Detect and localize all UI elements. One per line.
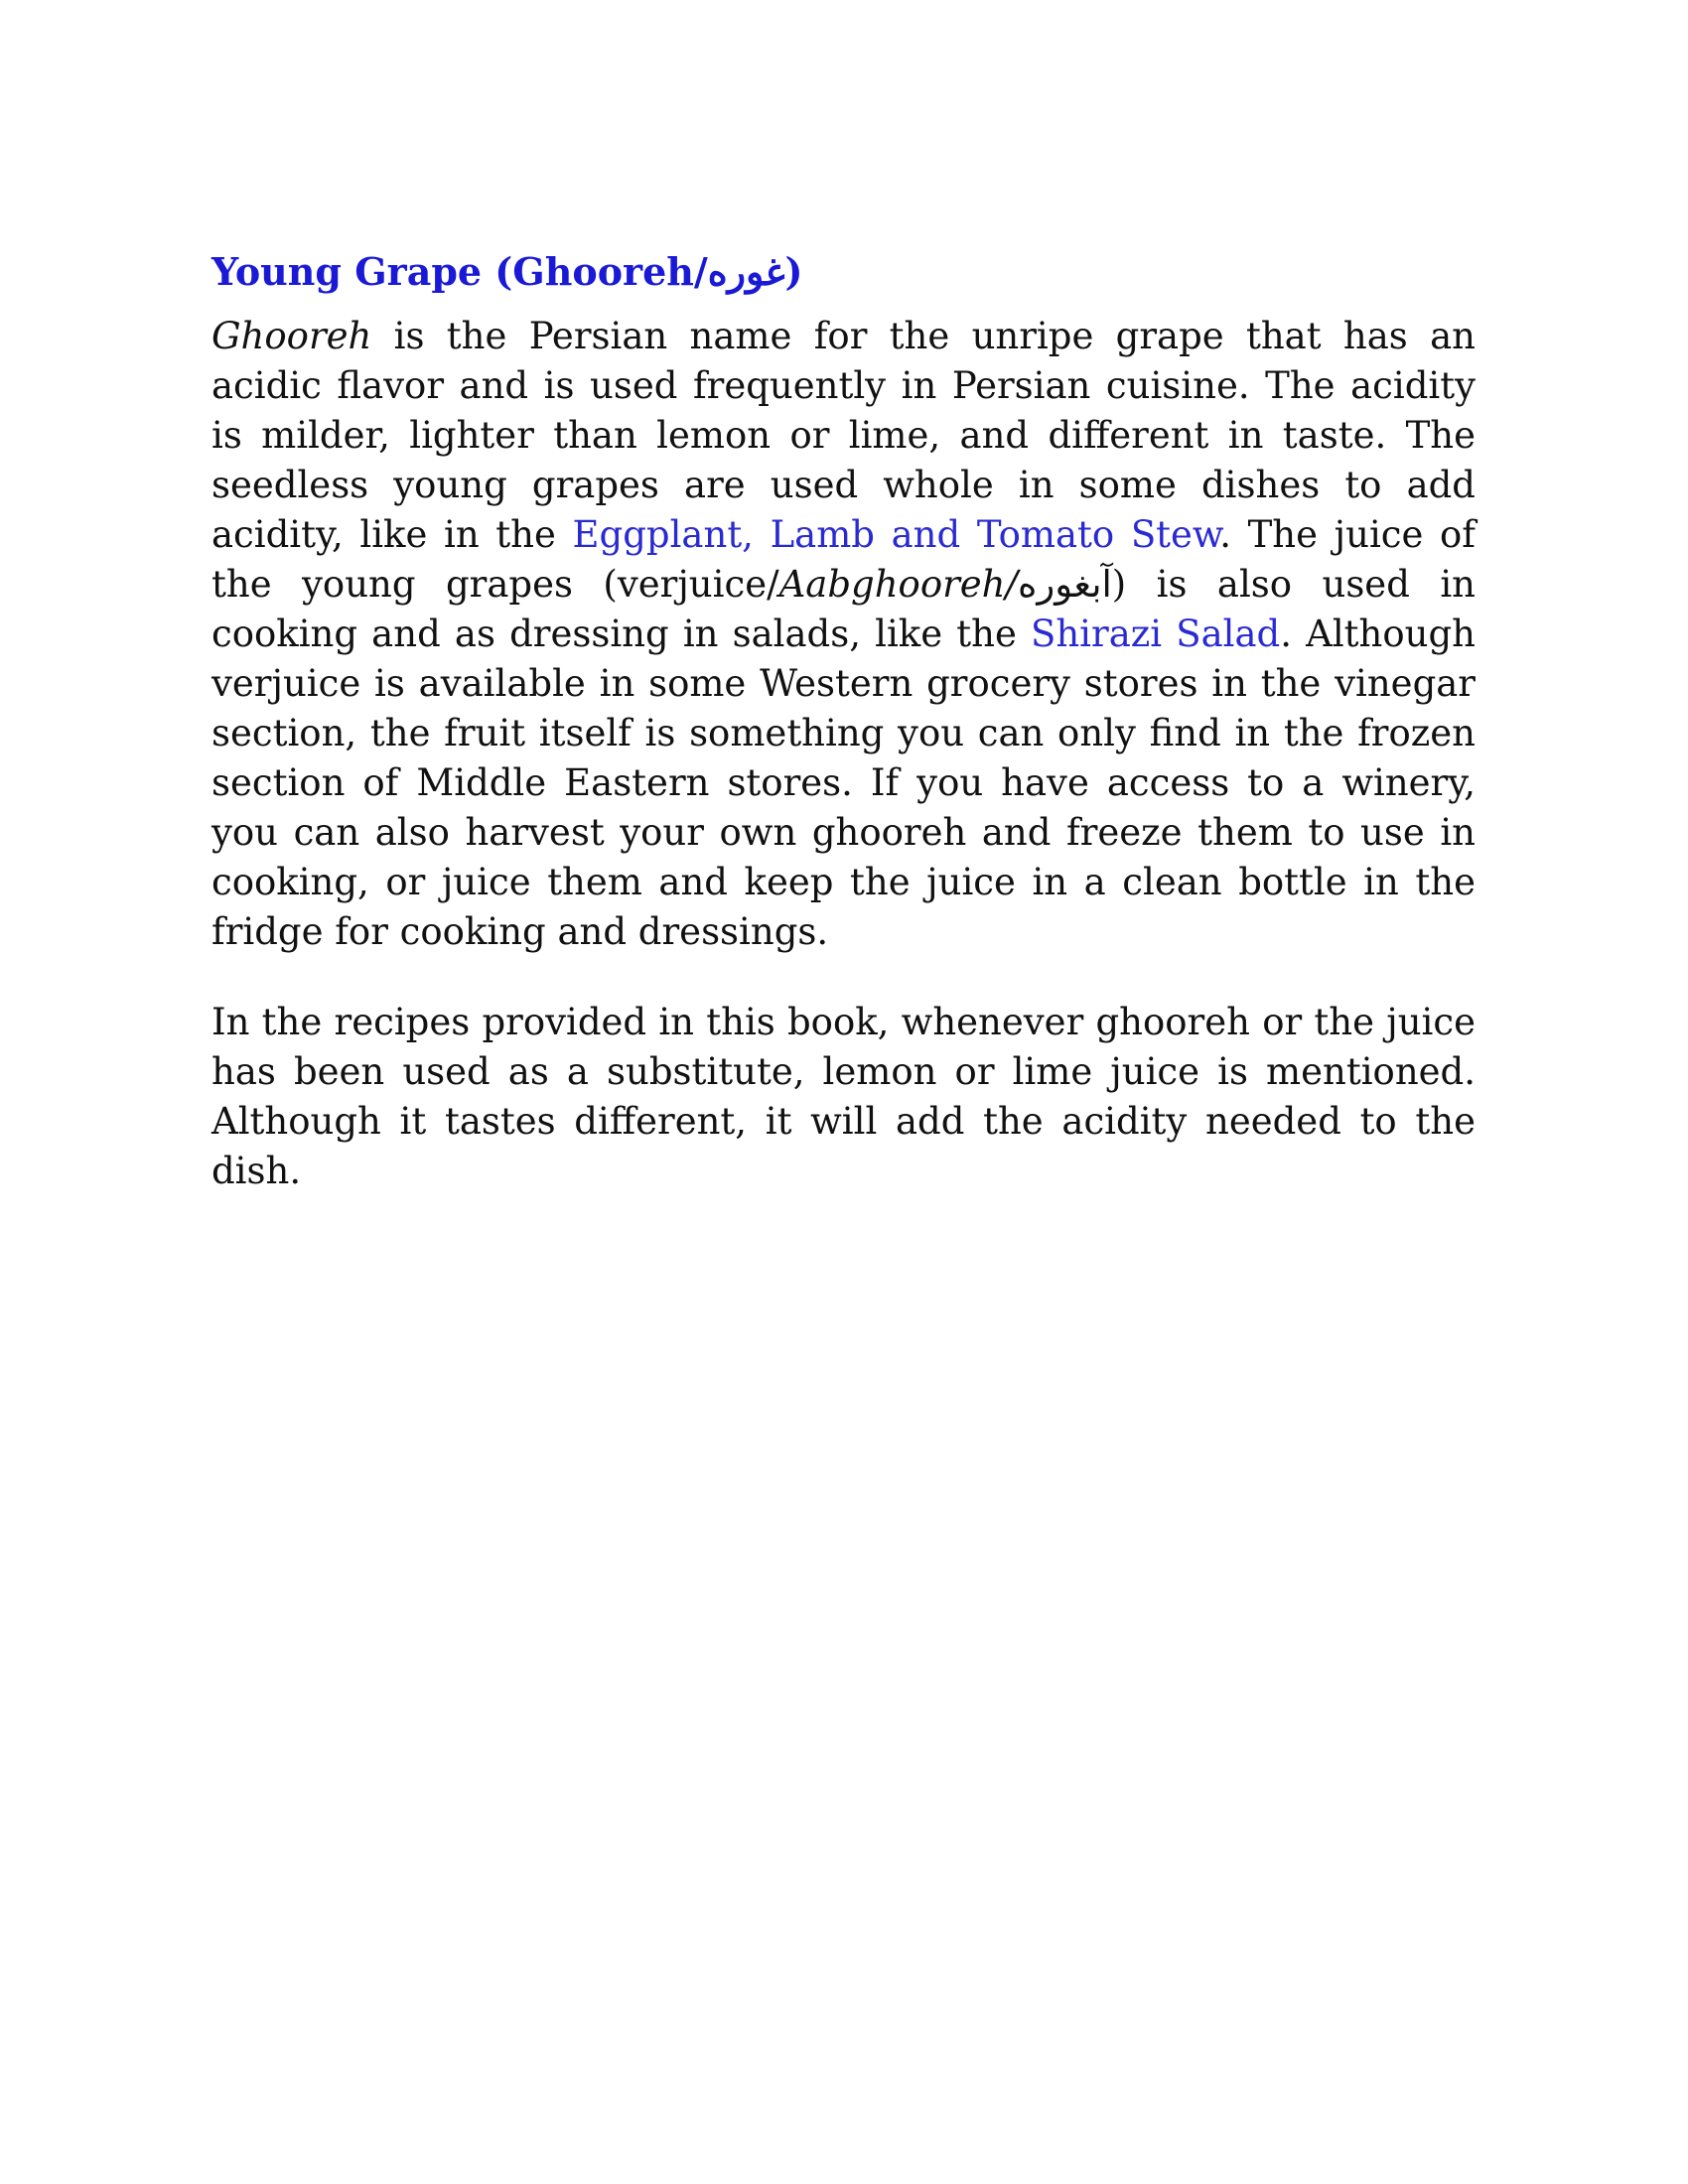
paragraph-substitute-note: In the recipes provided in this book, whenever ghooreh or the juice has been used as a substitute, lemon or lime juice is mentioned. Although it tastes different, it will add the acidity needed to the dish. — [211, 1001, 1476, 1192]
paragraph-text: ) is also used in cooking and as dressing in salads, like the — [211, 563, 1476, 655]
heading-persian-text: غوره — [707, 249, 785, 294]
section-heading — [211, 244, 1476, 300]
paragraph-text: . The juice of the young grapes (verjuice/ — [211, 513, 1477, 606]
heading-suffix: ) — [784, 249, 803, 294]
link-eggplant-lamb-tomato-stew[interactable]: Eggplant, Lamb and Tomato Stew — [572, 513, 1220, 556]
document-page — [211, 244, 1476, 1196]
paragraph-text: is the Persian name for the unripe grape that has an acidic flavor and is used frequently in Persian cuisine. The acidity is milder, lighter than lemon or lime, and different in taste. The seedless young grapes are used whole in some dishes to add acidity, like in the — [211, 315, 1476, 556]
persian-aabghooreh: آبغوره — [1017, 563, 1112, 606]
paragraph-text: . Although verjuice is available in some Western grocery stores in the vinegar section, the fruit itself is something you can only find in the frozen section of Middle Eastern stores. If you have access to a winery, you can also harvest your own ghooreh and freeze them to use in cooking, or juice them and keep the juice in a clean bottle in the fridge for cooking and dressings. — [211, 613, 1476, 953]
heading-text: Young Grape (Ghooreh/ — [211, 249, 708, 294]
link-shirazi-salad[interactable]: Shirazi Salad — [1031, 613, 1281, 655]
term-aabghooreh: Aabghooreh/ — [778, 563, 1018, 606]
term-ghooreh: Ghooreh — [211, 315, 372, 357]
paragraph-ghooreh-description — [211, 312, 1476, 957]
